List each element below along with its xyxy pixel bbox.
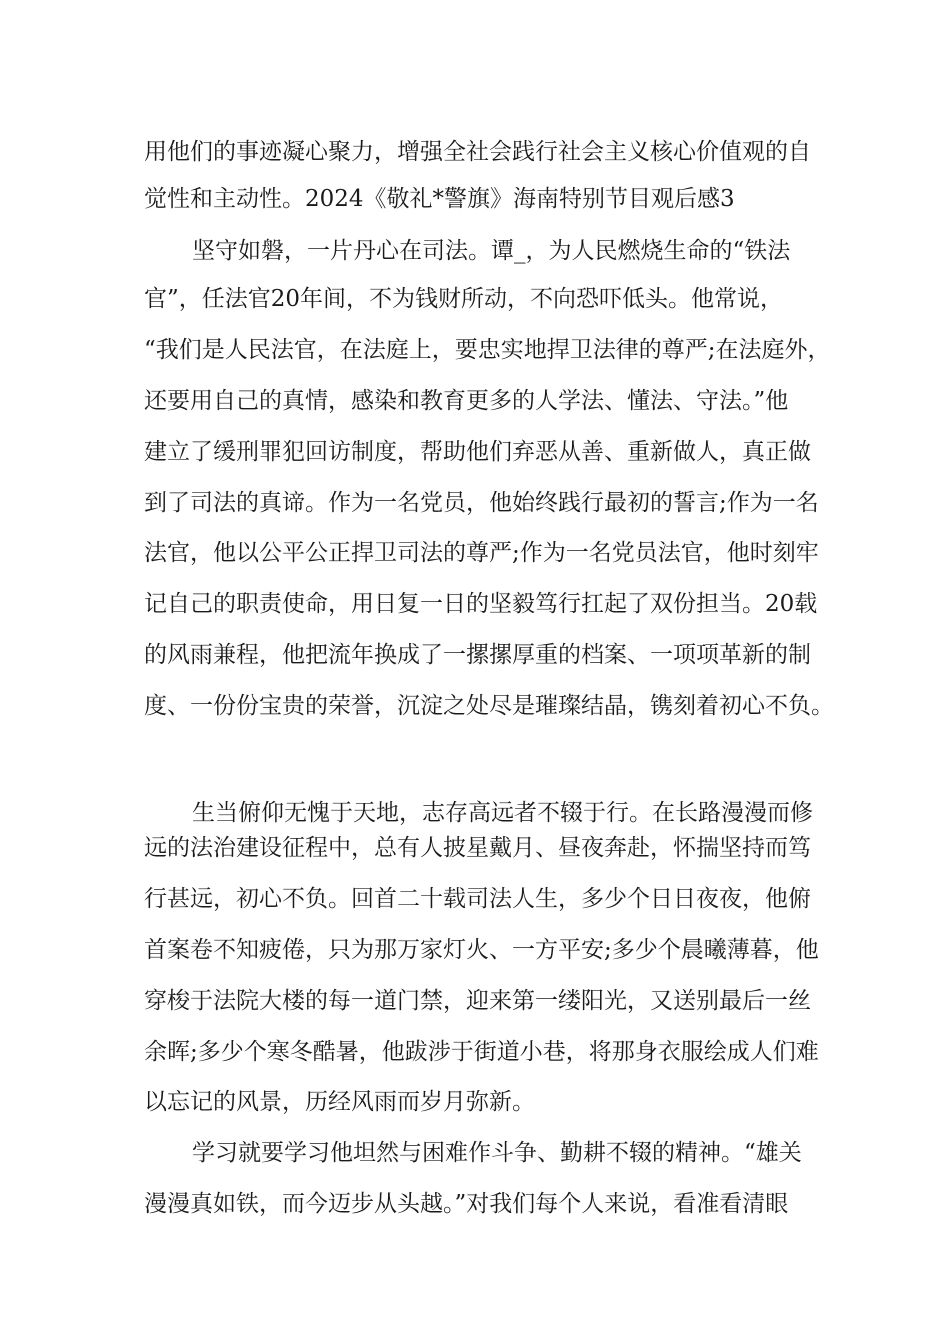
text-line: 记自己的职责使命，用日复一日的坚毅笃行扛起了双份担当。20载 bbox=[144, 591, 818, 617]
text-line: 度、一份份宝贵的荣誉，沉淀之处尽是璀璨结晶，镌刻着初心不负。 bbox=[144, 693, 834, 719]
text-line: 穿梭于法院大楼的每一道门禁，迎来第一缕阳光，又送别最后一丝 bbox=[144, 988, 811, 1014]
text-line: 生当俯仰无愧于天地，志存高远者不辍于行。在长路漫漫而修 bbox=[192, 800, 813, 826]
text-line: 余晖;多少个寒冬酷暑，他跋涉于街道小巷，将那身衣服绘成人们难 bbox=[144, 1039, 819, 1065]
text-line: 行甚远，初心不负。回首二十载司法人生，多少个日日夜夜，他俯 bbox=[144, 886, 811, 912]
text-line: 坚守如磐，一片丹心在司法。谭_，为人民燃烧生命的“铁法 bbox=[192, 238, 791, 264]
text-line: 学习就要学习他坦然与困难作斗争、勤耕不辍的精神。“雄关 bbox=[192, 1140, 802, 1166]
text-line: 到了司法的真谛。作为一名党员，他始终践行最初的誓言;作为一名 bbox=[144, 490, 819, 516]
text-line: 觉性和主动性。2024《敬礼*警旗》海南特别节目观后感3 bbox=[144, 186, 735, 212]
text-line: 官”，任法官20年间，不为钱财所动，不向恐吓低头。他常说， bbox=[144, 286, 784, 312]
text-line: 的风雨兼程，他把流年换成了一摞摞厚重的档案、一项项革新的制 bbox=[144, 642, 811, 668]
text-line: “我们是人民法官，在法庭上，要忠实地捍卫法律的尊严;在法庭外， bbox=[144, 337, 831, 363]
text-line: 漫漫真如铁，而今迈步从头越。”对我们每个人来说，看准看清眼 bbox=[144, 1191, 789, 1217]
text-line: 远的法治建设征程中，总有人披星戴月、昼夜奔赴，怀揣坚持而笃 bbox=[144, 835, 811, 861]
text-line: 建立了缓刑罪犯回访制度，帮助他们弃恶从善、重新做人，真正做 bbox=[144, 439, 811, 465]
text-line: 用他们的事迹凝心聚力，增强全社会践行社会主义核心价值观的自 bbox=[144, 139, 811, 165]
text-line: 首案卷不知疲倦，只为那万家灯火、一方平安;多少个晨曦薄暮，他 bbox=[144, 937, 819, 963]
text-line: 还要用自己的真情，感染和教育更多的人学法、懂法、守法。”他 bbox=[144, 388, 789, 414]
text-line: 法官，他以公平公正捍卫司法的尊严;作为一名党员法官，他时刻牢 bbox=[144, 540, 819, 566]
text-line: 以忘记的风景，历经风雨而岁月弥新。 bbox=[144, 1089, 535, 1115]
